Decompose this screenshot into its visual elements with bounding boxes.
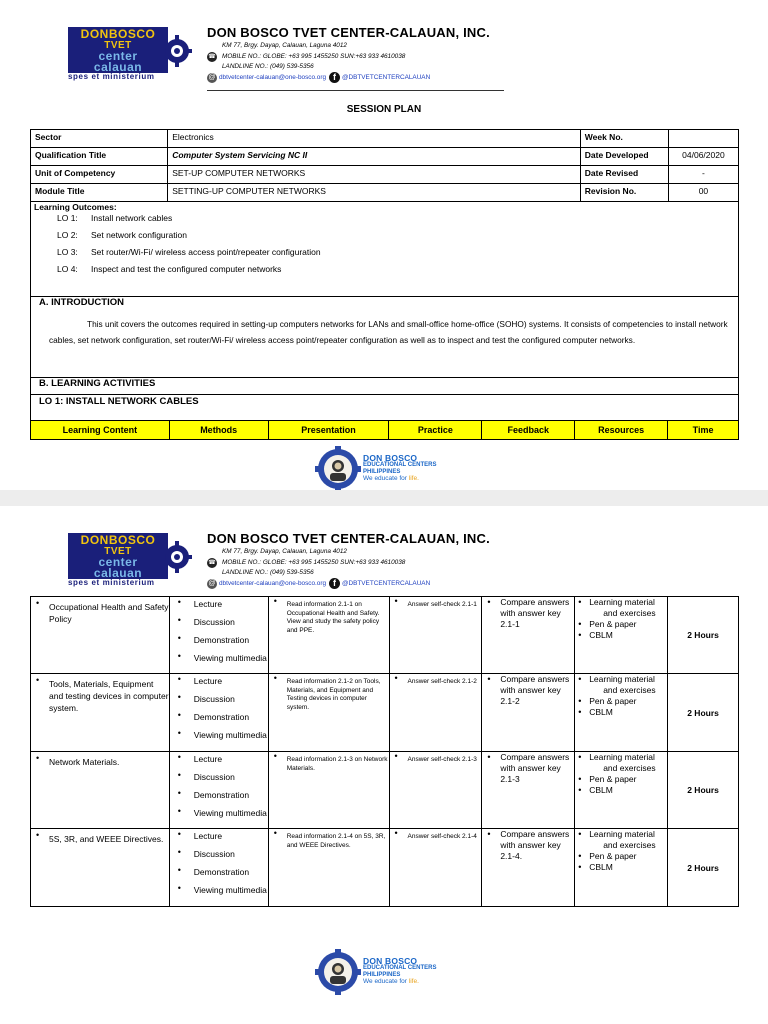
info-value: Computer System Servicing NC II [168,148,581,166]
resource-item: and exercises [603,763,656,773]
facebook-icon: f [329,578,340,589]
resources-cell [575,829,668,907]
gear-icon [164,31,194,71]
methods-cell [169,597,268,674]
practice-text: • Answer self-check 2.1-4 [390,829,482,842]
org-facebook[interactable]: @DBTVETCENTERCALAUAN [342,74,431,81]
info-key: Unit of Competency [31,166,168,184]
org-landline: LANDLINE NO.: (049) 539-5356 [222,63,314,70]
col-header-feedback: Feedback [482,421,575,440]
col-header-presentation: Presentation [268,421,389,440]
footer-subtitle [363,965,436,978]
method-item: • Viewing multimedia [170,651,268,663]
org-title: DON BOSCO TVET CENTER-CALAUAN, INC. [207,531,490,546]
resource-item: • CBLM [575,630,667,641]
methods-cell [169,829,268,907]
resource-item: and exercises [603,840,656,850]
tvet-center-logo [68,27,192,81]
org-email[interactable]: dbtvetcenter-calauan@one-bosco.org [219,580,327,587]
info-key: Date Developed [580,148,668,166]
presentation-text: • Read information 2.1-2 on Tools, Materials, and Equipment and Testing devices in computer system. [269,674,389,712]
logo-text-donbosco: DONBOSCO [80,533,156,547]
resource-item: • Learning material [575,752,667,763]
feedback-text: • Compare answers with answer key 2.1-3 [482,752,574,785]
info-row [31,166,739,184]
tagline-text: We educate for [363,978,409,985]
lo-number: LO 4: [57,264,78,274]
logo-motto: spes et ministerium [68,578,155,587]
info-key: Date Revised [580,166,668,184]
info-value: SET-UP COMPUTER NETWORKS [168,166,581,184]
info-row [31,184,739,202]
resource-item: • Pen & paper [575,851,667,862]
info-key: Sector [31,130,168,148]
method-item: • Viewing multimedia [170,728,268,740]
resource-item: • Pen & paper [575,696,667,707]
info-key: Module Title [31,184,168,202]
org-mobile: MOBILE NO.: GLOBE: +63 995 1455250 SUN:+63 933 4610038 [222,559,406,566]
lo1-heading: LO 1: INSTALL NETWORK CABLES [39,396,199,407]
org-address: KM 77, Brgy. Dayap, Calauan, Laguna 4012 [222,548,347,555]
learning-content-text: • Network Materials. [31,752,169,768]
resource-item: • CBLM [575,785,667,796]
tagline-text: We educate for [363,475,409,482]
col-header-methods: Methods [169,421,268,440]
method-item: • Demonstration [170,633,268,645]
info-value: 04/06/2020 [668,148,738,166]
feedback-text: • Compare answers with answer key 2.1-2 [482,674,574,707]
resource-item: • Pen & paper [575,619,667,630]
email-icon: @ [208,73,216,81]
logo-text-center: center [98,49,138,63]
practice-cell [389,752,482,829]
learning-outcomes-section [30,201,739,297]
practice-cell [389,597,482,674]
org-facebook[interactable]: @DBTVETCENTERCALAUAN [342,580,431,587]
org-contact-line [207,578,430,590]
presentation-cell [268,597,389,674]
method-item: • Viewing multimedia [170,883,268,895]
info-key: Week No. [580,130,668,148]
methods-cell [169,752,268,829]
logo-text-calauan: calauan [93,60,143,74]
time-cell: 2 Hours [668,674,739,752]
col-header-learning-content: Learning Content [31,421,170,440]
presentation-text: • Read information 2.1-3 on Network Materials. [269,752,389,773]
method-item: • Lecture [170,674,268,686]
resource-item: and exercises [603,608,656,618]
gear-icon [164,537,194,577]
logo-badge [68,27,168,73]
method-item: • Discussion [170,770,268,782]
presentation-text: • Read information 2.1-4 on 5S, 3R, and WEEE Directives. [269,829,389,850]
method-item: • Discussion [170,615,268,627]
col-header-practice: Practice [389,421,482,440]
table-row [31,829,739,907]
practice-cell [389,674,482,752]
activity-header-table [30,420,739,440]
practice-text: • Answer self-check 2.1-3 [390,752,482,765]
phone-icon: ☎ [208,54,216,60]
activity-header-row [31,421,739,440]
info-value [668,130,738,148]
logo-text-tvet: TVET [104,40,132,51]
feedback-cell [482,829,575,907]
learning-outcome-item [57,264,281,274]
time-cell: 2 Hours [668,752,739,829]
info-value: - [668,166,738,184]
footer-tagline [363,978,419,985]
method-item: • Viewing multimedia [170,806,268,818]
resource-item: and exercises [603,685,656,695]
feedback-text: • Compare answers with answer key 2.1-4. [482,829,574,862]
presentation-cell [268,674,389,752]
feedback-text: • Compare answers with answer key 2.1-1 [482,597,574,630]
info-row [31,130,739,148]
method-item: • Discussion [170,847,268,859]
time-cell: 2 Hours [668,597,739,674]
introduction-section [30,297,739,378]
don-bosco-footer-logo [315,949,455,995]
footer-subtitle-1: EDUCATIONAL CENTERS [363,462,437,468]
method-item: • Discussion [170,692,268,704]
introduction-heading: A. INTRODUCTION [39,297,124,308]
letterhead [0,0,768,90]
info-key: Qualification Title [31,148,168,166]
footer-subtitle-2: PHILIPPINES [363,468,401,475]
logo-text-calauan: calauan [93,566,143,580]
lo-text: Install network cables [91,213,173,223]
phone-icon: ☎ [208,560,216,566]
lo1-section [30,395,739,420]
learning-content-text: • Occupational Health and Safety Policy [31,597,169,625]
learning-content-cell [31,752,170,829]
presentation-text: • Read information 2.1-1 on Occupational Health and Safety. View and study the safety policy and PPE. [269,597,389,635]
resource-item: • Learning material [575,674,667,685]
learning-content-text: • Tools, Materials, Equipment and testing devices in computer system. [31,674,169,714]
learning-activities-table [30,596,739,907]
lo-number: LO 3: [57,247,78,257]
logo-motto: spes et ministerium [68,72,155,81]
letterhead [0,506,768,596]
introduction-text: This unit covers the outcomes required in setting-up computers networks for LANs and small-office home-office (SOHO) systems. It consists of competencies to install network cables, set network configuration, set router/Wi-Fi/ wireless access point/repeater configuration as well as to inspect and test the configured computer networks. [49,319,728,345]
learning-outcome-item [57,213,172,223]
method-item: • Demonstration [170,865,268,877]
learning-content-cell [31,674,170,752]
session-plan-page-2 [0,506,768,1024]
lo-text: Set router/Wi-Fi/ wireless access point/repeater configuration [91,247,321,257]
org-landline: LANDLINE NO.: (049) 539-5356 [222,569,314,576]
presentation-cell [268,752,389,829]
practice-cell [389,829,482,907]
session-plan-page-1 [0,0,768,490]
learning-content-cell [31,597,170,674]
col-header-resources: Resources [575,421,668,440]
info-key: Revision No. [580,184,668,202]
learning-outcome-item [57,230,187,240]
logo-text-center: center [98,555,138,569]
method-item: • Lecture [170,829,268,841]
page-separator [0,490,768,506]
logo-text-donbosco: DONBOSCO [80,27,156,41]
footer-subtitle-2: PHILIPPINES [363,971,401,978]
resource-item: • Learning material [575,829,667,840]
resources-cell [575,597,668,674]
feedback-cell [482,597,575,674]
module-info-table [30,129,739,202]
don-bosco-footer-logo [315,446,455,492]
resources-cell [575,752,668,829]
org-title: DON BOSCO TVET CENTER-CALAUAN, INC. [207,25,490,40]
lo-number: LO 2: [57,230,78,240]
tagline-emphasis: life. [408,475,419,482]
table-row [31,674,739,752]
learning-activities-heading: B. LEARNING ACTIVITIES [39,378,156,389]
tvet-center-logo [68,533,192,587]
resource-item: • Learning material [575,597,667,608]
table-row [31,597,739,674]
org-contact-line [207,72,430,84]
lo-text: Set network configuration [91,230,187,240]
resource-item: • CBLM [575,862,667,873]
org-address: KM 77, Brgy. Dayap, Calauan, Laguna 4012 [222,42,347,49]
info-value: 00 [668,184,738,202]
learning-outcome-item [57,247,321,257]
methods-cell [169,674,268,752]
method-item: • Lecture [170,752,268,764]
footer-tagline [363,475,419,482]
footer-brand: DON BOSCO [363,453,418,463]
org-email[interactable]: dbtvetcenter-calauan@one-bosco.org [219,74,327,81]
org-mobile: MOBILE NO.: GLOBE: +63 995 1455250 SUN:+63 933 4610038 [222,53,406,60]
info-value: SETTING-UP COMPUTER NETWORKS [168,184,581,202]
time-cell: 2 Hours [668,829,739,907]
lo-text: Inspect and test the configured computer networks [91,264,282,274]
learning-content-text: • 5S, 3R, and WEEE Directives. [31,829,169,845]
header-divider [207,90,504,91]
practice-text: • Answer self-check 2.1-1 [390,597,482,610]
learning-content-cell [31,829,170,907]
resource-item: • Pen & paper [575,774,667,785]
method-item: • Demonstration [170,710,268,722]
info-row [31,148,739,166]
learning-outcomes-title: Learning Outcomes: [34,202,117,212]
table-row [31,752,739,829]
email-icon: @ [208,579,216,587]
feedback-cell [482,752,575,829]
footer-brand: DON BOSCO [363,956,418,966]
method-item: • Demonstration [170,788,268,800]
facebook-icon: f [329,72,340,83]
resource-item: • CBLM [575,707,667,718]
learning-activities-section [30,378,739,395]
feedback-cell [482,674,575,752]
col-header-time: Time [668,421,739,440]
logo-badge [68,533,168,579]
footer-subtitle-1: EDUCATIONAL CENTERS [363,965,437,971]
practice-text: • Answer self-check 2.1-2 [390,674,482,687]
gear-portrait-icon [315,949,361,995]
gear-portrait-icon [315,446,361,492]
tagline-emphasis: life. [408,978,419,985]
resources-cell [575,674,668,752]
logo-text-tvet: TVET [104,546,132,557]
document-title: SESSION PLAN [346,104,422,115]
footer-subtitle [363,462,436,475]
presentation-cell [268,829,389,907]
lo-number: LO 1: [57,213,78,223]
method-item: • Lecture [170,597,268,609]
info-value: Electronics [168,130,581,148]
